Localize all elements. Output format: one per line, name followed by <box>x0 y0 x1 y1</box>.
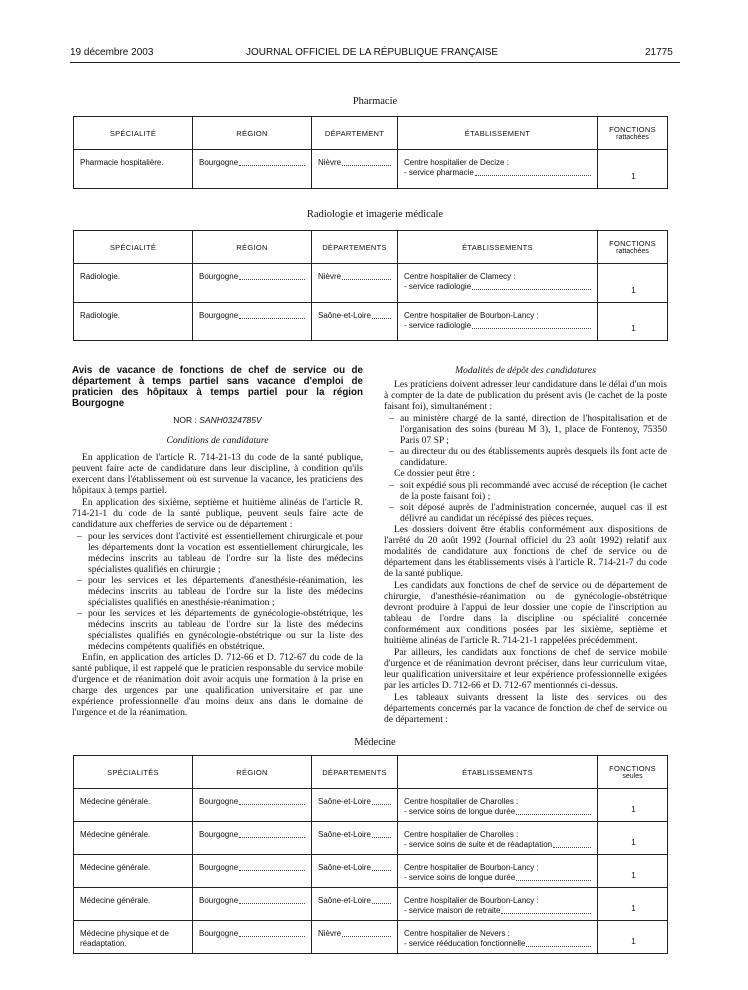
column-header: RÉGION <box>193 117 312 150</box>
cell-etablissement: Centre hospitalier de Nevers : <box>404 929 510 938</box>
medecine-table-body <box>74 789 668 954</box>
conditions-heading: Conditions de candidature <box>166 435 269 446</box>
paragraph: Par ailleurs, les candidats aux fonctions de chef de service mobile d'urgence et de réanimation devront préciser, dans leur curriculum vitae, leur qualification universitaire et leur expérience professionnelle exigées par les articles D. 712-66 et D. 712-67 mentionnés ci-dessus. <box>384 647 667 691</box>
cell-specialite: Médecine physique et de réadaptation. <box>74 921 193 954</box>
modalites-column <box>384 365 667 726</box>
table-row <box>74 921 668 954</box>
cell-service: - service soins de longue durée <box>404 873 516 882</box>
list-item: – pour les services et les départements d'anesthésie-réanimation, les médecins inscrits au tableau de l'ordre sur la liste des médecins spécialistes qualifiés en anesthésie-réanimation ; <box>82 575 363 608</box>
modalites-heading: Modalités de dépôt des candidatures <box>455 365 596 376</box>
cell-departement: Nièvre <box>318 272 342 281</box>
cell-fonctions: 1 <box>598 303 668 341</box>
list-item: – pour les services et les départements de gynécologie-obstétrique, les médecins inscrits au tableau de l'ordre sur la liste des médecins spécialistes qualifiés en gynécologie-obstétrique ou sur la liste des médecins compétents qualifiés en obstétrique. <box>82 608 363 652</box>
list-item: – pour les services dont l'activité est essentiellement chirurgicale et pour les départements dont la vocation est essentiellement chirurgicale, les médecins inscrits au tableau de l'ordre sur la liste des médecins spécialistes qualifiés en chirurgie ; <box>82 531 363 575</box>
column-header: ÉTABLISSEMENTS <box>398 231 598 264</box>
cell-departement: Saône-et-Loire <box>318 797 371 806</box>
cell-region: Bourgogne <box>199 863 239 872</box>
column-header: SPÉCIALITÉS <box>74 756 193 789</box>
cell-departement: Saône-et-Loire <box>318 863 371 872</box>
table-header-row <box>74 756 668 789</box>
paragraph: Les tableaux suivants dressent la liste des services ou des départements concernés par la vacance de fonction de chef de service ou de département : <box>384 692 667 725</box>
cell-service: - service maison de retraite <box>404 906 501 915</box>
cell-service: - service pharmacie <box>404 168 474 177</box>
list-item: – soit expédié sous pli recommandé avec accusé de réception (le cachet de la poste faisant foi) ; <box>394 480 667 502</box>
conditions-list <box>72 531 363 652</box>
pharmacie-table <box>73 116 668 189</box>
header-page-number: 21775 <box>645 47 673 58</box>
nor-reference: NOR : SANH0324785V <box>173 415 262 425</box>
column-header: RÉGION <box>193 756 312 789</box>
cell-region: Bourgogne <box>199 830 239 839</box>
cell-etablissement: Centre hospitalier de Bourbon-Lancy : <box>404 311 539 320</box>
table-header-row <box>74 231 668 264</box>
cell-specialite: Médecine générale. <box>74 789 193 822</box>
header-rule <box>70 62 680 63</box>
cell-etablissement: Centre hospitalier de Charolles : <box>404 797 519 806</box>
cell-fonctions: 1 <box>598 264 668 303</box>
table-row <box>74 822 668 855</box>
column-header: SPÉCIALITÉ <box>74 231 193 264</box>
medecine-table <box>73 755 668 954</box>
cell-specialite: Médecine générale. <box>74 888 193 921</box>
cell-etablissement: Centre hospitalier de Bourbon-Lancy : <box>404 896 539 905</box>
paragraph: En application de l'article R. 714-21-13 du code de la santé publique, peuvent faire acte de candidature dans leur discipline, à condition qu'ils exercent dans l'établissement où est survenue la vacance, les praticiens des hôpitaux à temps partiel. <box>72 452 363 496</box>
paragraph: Enfin, en application des articles D. 712-66 et D. 712-67 du code de la santé publique, il est rappelé que le praticien responsable du service mobile d'urgence et de réanimation doit avoir acquis une formation à la prise en charge des urgences par une qualification universitaire et par une expérience professionnelle d'au moins deux ans dans le domaine de l'urgence et de la réanimation. <box>72 652 363 718</box>
cell-region: Bourgogne <box>199 896 239 905</box>
cell-specialite: Radiologie. <box>74 303 193 341</box>
cell-specialite: Radiologie. <box>74 264 193 303</box>
avis-title: Avis de vacance de fonctions de chef de service ou de département à temps partiel sans vacance d'emploi de praticien des hôpitaux à temps partiel pour la région Bourgogne <box>72 365 363 409</box>
cell-fonctions: 1 <box>598 855 668 888</box>
cell-departement: Nièvre <box>318 929 342 938</box>
table-row <box>74 264 668 303</box>
avis-column <box>72 365 363 719</box>
cell-departement: Nièvre <box>318 158 342 167</box>
cell-service: - service radiologie <box>404 321 472 330</box>
table-row <box>74 789 668 822</box>
cell-region: Bourgogne <box>199 797 239 806</box>
paragraph: En application des sixième, septième et huitième alinéas de l'article R. 714-21-1 du code de la santé publique, peuvent seuls faire acte de candidature aux chefferies de service ou de département : <box>72 497 363 530</box>
column-header: ÉTABLISSEMENT <box>398 117 598 150</box>
cell-etablissement: Centre hospitalier de Bourbon-Lancy : <box>404 863 539 872</box>
submission-list <box>384 480 667 524</box>
table-row <box>74 855 668 888</box>
cell-fonctions: 1 <box>598 789 668 822</box>
list-item: – au ministère chargé de la santé, direction de l'hospitalisation et de l'organisation des soins (bureau M 3), 1, place de Fontenoy, 75350 Paris 07 SP ; <box>394 413 667 446</box>
pharmacie-section-title: Pharmacie <box>352 96 398 107</box>
recipients-list <box>384 413 667 468</box>
table-row <box>74 150 668 189</box>
cell-service: - service soins de longue durée <box>404 807 516 816</box>
column-header: FONCTIONS seules <box>598 756 668 789</box>
cell-specialite: Pharmacie hospitalière. <box>74 150 193 189</box>
table-header-row <box>74 117 668 150</box>
header-date: 19 décembre 2003 <box>70 47 154 58</box>
cell-region: Bourgogne <box>199 311 239 320</box>
paragraph: Les praticiens doivent adresser leur candidature dans le délai d'un mois à compter de la date de publication du présent avis (le cachet de la poste faisant foi), simultanément : <box>384 379 667 412</box>
cell-service: - service soins de suite et de réadaptation <box>404 840 553 849</box>
header-journal-title: JOURNAL OFFICIEL DE LA RÉPUBLIQUE FRANÇAISE <box>246 47 499 58</box>
table-row <box>74 888 668 921</box>
cell-fonctions: 1 <box>598 150 668 189</box>
cell-specialite: Médecine générale. <box>74 822 193 855</box>
column-header: DÉPARTEMENTS <box>312 231 398 264</box>
cell-service: - service radiologie <box>404 282 472 291</box>
cell-service: - service rééducation fonctionnelle <box>404 939 526 948</box>
column-header: ÉTABLISSEMENTS <box>398 756 598 789</box>
column-header: RÉGION <box>193 231 312 264</box>
cell-etablissement: Centre hospitalier de Clamecy : <box>404 272 516 281</box>
column-header: FONCTIONS rattachées <box>598 231 668 264</box>
paragraph: Les candidats aux fonctions de chef de service ou de département de chirurgie, d'anesthésie-réanimation ou de gynécologie-obstétrique devront produire à l'appui de leur dossier une copie de l'inscription au tableau de l'ordre dans la discipline ou spécialité concernée conformément aux conditions posées par les sixième, septième et huitième alinéas de l'article R. 714-21-1 rappelées précédemment. <box>384 580 667 646</box>
cell-etablissement: Centre hospitalier de Decize : <box>404 158 509 167</box>
list-item: – soit déposé auprès de l'administration concernée, auquel cas il est délivré au candidat un récépissé des pièces reçues. <box>394 502 667 524</box>
cell-departement: Saône-et-Loire <box>318 311 371 320</box>
medecine-section-title: Médecine <box>354 737 396 748</box>
cell-region: Bourgogne <box>199 929 239 938</box>
paragraph: Les dossiers doivent être établis conformément aux dispositions de l'arrêté du 20 août 1992 (Journal officiel du 23 août 1992) relatif aux modalités de candidature aux fonctions de chef de service ou de département dans les établissements visés à l'article R. 714-21-7 du code de la santé publique. <box>384 524 667 579</box>
cell-fonctions: 1 <box>598 921 668 954</box>
cell-region: Bourgogne <box>199 158 239 167</box>
cell-fonctions: 1 <box>598 888 668 921</box>
column-header: FONCTIONS rattachées <box>598 117 668 150</box>
column-header: DÉPARTEMENTS <box>312 756 398 789</box>
cell-departement: Saône-et-Loire <box>318 896 371 905</box>
cell-specialite: Médecine générale. <box>74 855 193 888</box>
radiologie-section-title: Radiologie et imagerie médicale <box>306 209 444 220</box>
list-item: – au directeur du ou des établissements auprès desquels ils font acte de candidature. <box>394 446 667 468</box>
cell-departement: Saône-et-Loire <box>318 830 371 839</box>
paragraph: Ce dossier peut être : <box>394 468 475 479</box>
cell-etablissement: Centre hospitalier de Charolles : <box>404 830 519 839</box>
cell-fonctions: 1 <box>598 822 668 855</box>
cell-region: Bourgogne <box>199 272 239 281</box>
table-row <box>74 303 668 341</box>
radiologie-table <box>73 230 668 341</box>
column-header: DÉPARTEMENT <box>312 117 398 150</box>
column-header: SPÉCIALITÉ <box>74 117 193 150</box>
